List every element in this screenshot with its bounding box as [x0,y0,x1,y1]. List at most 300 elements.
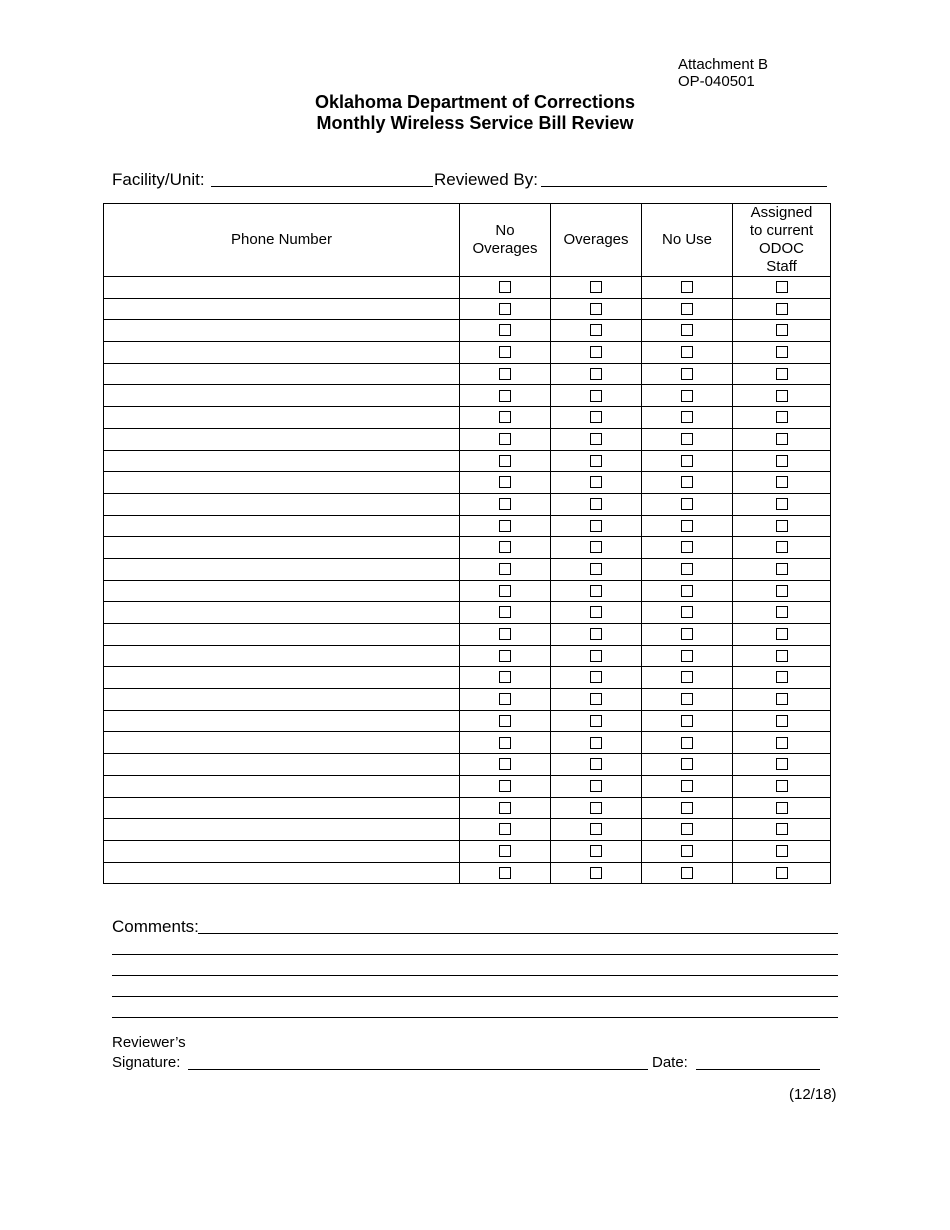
no-overages-checkbox[interactable] [499,606,511,618]
overages-checkbox[interactable] [590,585,602,597]
assigned-staff-cell [733,862,831,884]
no-overages-checkbox[interactable] [499,715,511,727]
no-overages-cell [460,819,551,841]
phone-number-cell[interactable] [104,450,460,472]
overages-cell [551,428,642,450]
no-use-checkbox[interactable] [681,585,693,597]
assigned-staff-checkbox[interactable] [776,606,788,618]
assigned-staff-checkbox[interactable] [776,650,788,662]
attachment-label: Attachment B [678,56,769,73]
table-row [104,710,831,732]
phone-number-cell[interactable] [104,320,460,342]
no-use-cell [642,775,733,797]
no-overages-cell [460,407,551,429]
attachment-block [678,56,768,90]
no-overages-cell [460,732,551,754]
no-overages-cell [460,363,551,385]
overages-checkbox[interactable] [590,324,602,336]
phone-number-cell[interactable] [104,363,460,385]
assigned-staff-checkbox[interactable] [776,281,788,293]
table-row [104,450,831,472]
phone-number-cell[interactable] [104,580,460,602]
no-overages-cell [460,710,551,732]
reviewer-label-line1: Reviewer’s [112,1034,186,1051]
assigned-staff-checkbox[interactable] [776,758,788,770]
assigned-staff-checkbox[interactable] [776,411,788,423]
phone-number-cell[interactable] [104,819,460,841]
no-use-checkbox[interactable] [681,455,693,467]
no-overages-checkbox[interactable] [499,585,511,597]
no-use-checkbox[interactable] [681,324,693,336]
no-use-checkbox[interactable] [681,346,693,358]
no-use-checkbox[interactable] [681,541,693,553]
facility-field[interactable] [211,186,433,187]
phone-number-cell[interactable] [104,645,460,667]
no-overages-cell [460,428,551,450]
table-row [104,558,831,580]
no-overages-checkbox[interactable] [499,563,511,575]
assigned-staff-checkbox[interactable] [776,324,788,336]
table-row [104,407,831,429]
col-phone-number: Phone Number [104,204,460,277]
no-use-checkbox[interactable] [681,368,693,380]
table-row [104,645,831,667]
no-use-checkbox[interactable] [681,693,693,705]
no-overages-cell [460,385,551,407]
phone-number-cell[interactable] [104,493,460,515]
assigned-staff-cell [733,515,831,537]
overages-cell [551,862,642,884]
no-overages-cell [460,645,551,667]
assigned-staff-cell [733,493,831,515]
overages-checkbox[interactable] [590,563,602,575]
table-row [104,797,831,819]
assigned-staff-checkbox[interactable] [776,433,788,445]
no-use-checkbox[interactable] [681,823,693,835]
assigned-staff-checkbox[interactable] [776,823,788,835]
no-use-cell [642,754,733,776]
overages-checkbox[interactable] [590,628,602,640]
overages-checkbox[interactable] [590,606,602,618]
no-overages-cell [460,320,551,342]
assigned-staff-cell [733,645,831,667]
overages-checkbox[interactable] [590,758,602,770]
assigned-staff-checkbox[interactable] [776,737,788,749]
phone-number-cell[interactable] [104,754,460,776]
overages-cell [551,840,642,862]
overages-cell [551,277,642,299]
no-use-cell [642,385,733,407]
no-overages-cell [460,493,551,515]
assigned-staff-cell [733,537,831,559]
overages-cell [551,298,642,320]
signature-field[interactable] [188,1069,648,1070]
overages-checkbox[interactable] [590,715,602,727]
table-row [104,602,831,624]
table-row [104,754,831,776]
assigned-staff-checkbox[interactable] [776,303,788,315]
no-overages-checkbox[interactable] [499,281,511,293]
table-body [104,277,831,884]
no-overages-cell [460,558,551,580]
overages-checkbox[interactable] [590,845,602,857]
assigned-staff-checkbox[interactable] [776,346,788,358]
assigned-staff-cell [733,320,831,342]
overages-cell [551,342,642,364]
no-use-cell [642,363,733,385]
assigned-staff-cell [733,407,831,429]
assigned-staff-cell [733,363,831,385]
no-use-checkbox[interactable] [681,433,693,445]
assigned-staff-cell [733,450,831,472]
no-overages-checkbox[interactable] [499,628,511,640]
no-use-cell [642,320,733,342]
no-overages-checkbox[interactable] [499,324,511,336]
no-overages-checkbox[interactable] [499,368,511,380]
no-overages-cell [460,775,551,797]
comments-label: Comments: [112,917,199,936]
assigned-staff-cell [733,797,831,819]
no-use-cell [642,472,733,494]
overages-cell [551,645,642,667]
assigned-staff-cell [733,602,831,624]
no-overages-cell [460,580,551,602]
no-overages-checkbox[interactable] [499,498,511,510]
table-row [104,580,831,602]
no-use-cell [642,624,733,646]
overages-checkbox[interactable] [590,780,602,792]
overages-checkbox[interactable] [590,541,602,553]
overages-checkbox[interactable] [590,693,602,705]
assigned-staff-cell [733,342,831,364]
col-no-overages: No Overages [460,204,551,277]
no-use-cell [642,493,733,515]
no-use-cell [642,298,733,320]
table-header-row [104,204,831,277]
page-title: Oklahoma Department of Corrections [314,92,636,112]
overages-checkbox[interactable] [590,303,602,315]
assigned-staff-cell [733,580,831,602]
phone-number-cell[interactable] [104,407,460,429]
table-row [104,862,831,884]
comments-line-2[interactable] [112,954,838,955]
comments-line-3[interactable] [112,975,838,976]
overages-cell [551,602,642,624]
phone-number-cell[interactable] [104,298,460,320]
overages-checkbox[interactable] [590,368,602,380]
assigned-staff-cell [733,472,831,494]
overages-cell [551,624,642,646]
overages-cell [551,710,642,732]
overages-cell [551,558,642,580]
phone-number-cell[interactable] [104,537,460,559]
table-row [104,493,831,515]
facility-label: Facility/Unit: [112,170,205,189]
overages-checkbox[interactable] [590,802,602,814]
no-use-cell [642,819,733,841]
assigned-staff-cell [733,428,831,450]
no-overages-checkbox[interactable] [499,433,511,445]
no-overages-checkbox[interactable] [499,845,511,857]
overages-cell [551,493,642,515]
no-overages-checkbox[interactable] [499,476,511,488]
assigned-staff-checkbox[interactable] [776,520,788,532]
overages-cell [551,580,642,602]
no-use-cell [642,537,733,559]
no-overages-checkbox[interactable] [499,802,511,814]
no-use-checkbox[interactable] [681,476,693,488]
phone-number-cell[interactable] [104,385,460,407]
overages-cell [551,537,642,559]
assigned-staff-cell [733,732,831,754]
no-use-cell [642,580,733,602]
table-row [104,472,831,494]
overages-cell [551,450,642,472]
overages-checkbox[interactable] [590,433,602,445]
phone-number-cell[interactable] [104,515,460,537]
assigned-staff-checkbox[interactable] [776,455,788,467]
no-overages-checkbox[interactable] [499,346,511,358]
assigned-staff-checkbox[interactable] [776,802,788,814]
phone-number-cell[interactable] [104,602,460,624]
table-row [104,363,831,385]
assigned-staff-cell [733,775,831,797]
no-use-checkbox[interactable] [681,737,693,749]
no-use-cell [642,667,733,689]
comments-line-1[interactable] [198,933,838,934]
col-no-use: No Use [642,204,733,277]
overages-cell [551,689,642,711]
no-use-checkbox[interactable] [681,390,693,402]
phone-number-cell[interactable] [104,667,460,689]
no-overages-checkbox[interactable] [499,455,511,467]
no-use-checkbox[interactable] [681,845,693,857]
assigned-staff-cell [733,558,831,580]
overages-cell [551,472,642,494]
no-use-checkbox[interactable] [681,498,693,510]
table-row [104,385,831,407]
assigned-staff-cell [733,277,831,299]
phone-number-cell[interactable] [104,862,460,884]
table-row [104,515,831,537]
assigned-staff-checkbox[interactable] [776,390,788,402]
phone-number-cell[interactable] [104,797,460,819]
assigned-staff-checkbox[interactable] [776,693,788,705]
overages-checkbox[interactable] [590,411,602,423]
no-overages-checkbox[interactable] [499,780,511,792]
no-use-cell [642,450,733,472]
no-overages-checkbox[interactable] [499,693,511,705]
no-use-cell [642,797,733,819]
no-overages-cell [460,537,551,559]
overages-cell [551,732,642,754]
no-use-checkbox[interactable] [681,758,693,770]
phone-number-cell[interactable] [104,428,460,450]
phone-number-cell[interactable] [104,840,460,862]
no-use-cell [642,840,733,862]
overages-checkbox[interactable] [590,650,602,662]
no-use-checkbox[interactable] [681,303,693,315]
no-overages-checkbox[interactable] [499,823,511,835]
assigned-staff-cell [733,689,831,711]
no-overages-checkbox[interactable] [499,650,511,662]
no-overages-cell [460,667,551,689]
no-overages-checkbox[interactable] [499,411,511,423]
no-use-checkbox[interactable] [681,715,693,727]
no-use-cell [642,645,733,667]
no-overages-checkbox[interactable] [499,671,511,683]
revision-date: (12/18) [789,1086,837,1103]
no-use-checkbox[interactable] [681,867,693,879]
comments-line-5[interactable] [112,1017,838,1018]
no-overages-cell [460,602,551,624]
no-overages-checkbox[interactable] [499,303,511,315]
assigned-staff-cell [733,624,831,646]
no-use-checkbox[interactable] [681,563,693,575]
assigned-staff-checkbox[interactable] [776,541,788,553]
assigned-staff-checkbox[interactable] [776,628,788,640]
assigned-staff-cell [733,667,831,689]
no-overages-checkbox[interactable] [499,390,511,402]
overages-checkbox[interactable] [590,346,602,358]
overages-cell [551,797,642,819]
table-row [104,819,831,841]
reviewed-by-field[interactable] [541,186,827,187]
overages-checkbox[interactable] [590,498,602,510]
overages-cell [551,667,642,689]
no-use-checkbox[interactable] [681,411,693,423]
no-overages-checkbox[interactable] [499,758,511,770]
phone-number-cell[interactable] [104,775,460,797]
no-overages-cell [460,754,551,776]
no-use-cell [642,407,733,429]
table-row [104,840,831,862]
assigned-staff-checkbox[interactable] [776,715,788,727]
no-use-cell [642,689,733,711]
no-use-checkbox[interactable] [681,650,693,662]
no-overages-cell [460,689,551,711]
phone-number-cell[interactable] [104,710,460,732]
page-subtitle: Monthly Wireless Service Bill Review [316,113,634,133]
assigned-staff-checkbox[interactable] [776,498,788,510]
overages-checkbox[interactable] [590,737,602,749]
assigned-staff-cell [733,819,831,841]
overages-checkbox[interactable] [590,455,602,467]
overages-cell [551,385,642,407]
assigned-staff-cell [733,754,831,776]
date-label: Date: [652,1054,688,1071]
no-overages-cell [460,862,551,884]
no-use-checkbox[interactable] [681,628,693,640]
col-assigned-staff: Assigned to current ODOC Staff [733,204,831,277]
assigned-staff-cell [733,840,831,862]
phone-number-cell[interactable] [104,277,460,299]
overages-cell [551,320,642,342]
assigned-staff-checkbox[interactable] [776,476,788,488]
no-use-cell [642,277,733,299]
no-use-checkbox[interactable] [681,802,693,814]
overages-cell [551,754,642,776]
overages-checkbox[interactable] [590,867,602,879]
no-overages-cell [460,298,551,320]
overages-checkbox[interactable] [590,476,602,488]
no-use-checkbox[interactable] [681,520,693,532]
no-overages-checkbox[interactable] [499,520,511,532]
overages-cell [551,515,642,537]
no-overages-cell [460,840,551,862]
phone-number-cell[interactable] [104,342,460,364]
phone-review-table [103,203,831,884]
no-use-checkbox[interactable] [681,671,693,683]
table-row [104,624,831,646]
table-row [104,537,831,559]
phone-number-cell[interactable] [104,558,460,580]
no-overages-cell [460,472,551,494]
assigned-staff-checkbox[interactable] [776,867,788,879]
form-code: OP-040501 [678,73,755,90]
no-use-checkbox[interactable] [681,780,693,792]
no-use-cell [642,602,733,624]
no-use-cell [642,710,733,732]
no-overages-cell [460,342,551,364]
no-overages-cell [460,797,551,819]
no-overages-checkbox[interactable] [499,737,511,749]
table-row [104,428,831,450]
table-row [104,342,831,364]
comments-line-4[interactable] [112,996,838,997]
overages-checkbox[interactable] [590,281,602,293]
overages-cell [551,363,642,385]
phone-number-cell[interactable] [104,472,460,494]
overages-checkbox[interactable] [590,390,602,402]
overages-checkbox[interactable] [590,671,602,683]
signature-label: Signature: [112,1054,181,1071]
phone-number-cell[interactable] [104,689,460,711]
table-row [104,298,831,320]
no-overages-checkbox[interactable] [499,541,511,553]
no-use-cell [642,558,733,580]
no-use-cell [642,342,733,364]
assigned-staff-checkbox[interactable] [776,780,788,792]
table-row [104,775,831,797]
overages-cell [551,775,642,797]
no-overages-cell [460,624,551,646]
overages-checkbox[interactable] [590,520,602,532]
phone-number-cell[interactable] [104,624,460,646]
no-overages-cell [460,450,551,472]
overages-checkbox[interactable] [590,823,602,835]
overages-cell [551,407,642,429]
table-row [104,689,831,711]
no-use-checkbox[interactable] [681,606,693,618]
assigned-staff-checkbox[interactable] [776,845,788,857]
no-overages-cell [460,277,551,299]
assigned-staff-checkbox[interactable] [776,368,788,380]
no-use-cell [642,732,733,754]
phone-number-cell[interactable] [104,732,460,754]
no-overages-checkbox[interactable] [499,867,511,879]
table-row [104,732,831,754]
reviewed-by-label: Reviewed By: [434,170,538,189]
assigned-staff-checkbox[interactable] [776,563,788,575]
table-row [104,667,831,689]
assigned-staff-checkbox[interactable] [776,671,788,683]
overages-cell [551,819,642,841]
assigned-staff-checkbox[interactable] [776,585,788,597]
no-use-checkbox[interactable] [681,281,693,293]
date-field[interactable] [696,1069,820,1070]
no-overages-cell [460,515,551,537]
